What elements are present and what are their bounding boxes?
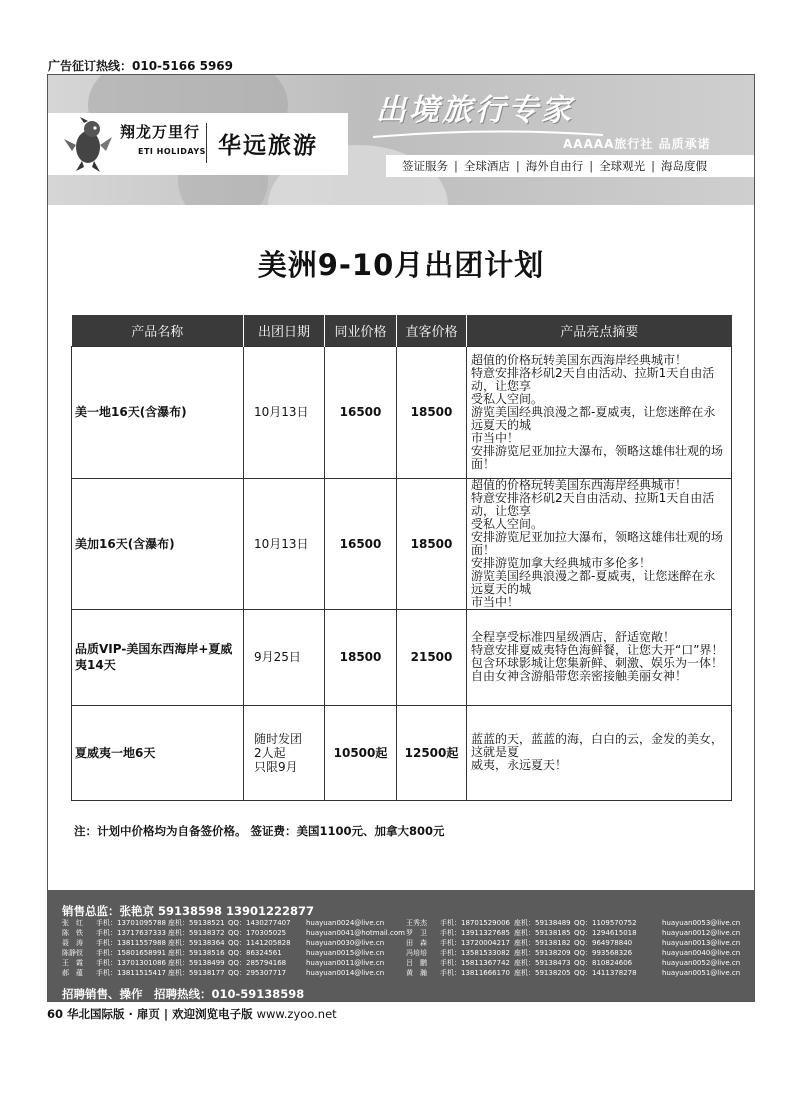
brand-logo-box [48,113,348,175]
brand-en: ETI HOLIDAYS [138,147,206,156]
ad-hotline: 广告征订热线：010-5166 5969 [48,59,234,73]
peer-price: 16500 [325,346,397,478]
menu-hotel[interactable]: 全球酒店 [463,159,510,173]
menu-island[interactable]: 海岛度假 [661,159,707,173]
list-item: 张 红 手机：13701095788 座机：59138521 QQ：1430277407 huayuan0024@live.cn 王秀杰 手机：18701529006 座机：59138489 QQ：1109570752 huayuan0053@live.cn [62,919,741,927]
highlights: 蓝蓝的天，蓝蓝的海，白白的云，金发的美女，这就是夏 威夷，永远夏天！ [467,705,732,800]
th-product: 产品名称 [72,315,244,346]
peer-price: 16500 [325,478,397,609]
dragon-mascot-icon [62,117,114,173]
peer-price: 10500起 [325,705,397,800]
menu-visa[interactable]: 签证服务 [402,159,448,173]
th-direct-price: 直客价格 [397,315,467,346]
page-title: 美洲9-10月出团计划 [257,248,545,282]
th-date: 出团日期 [244,315,325,346]
table-row [72,609,732,705]
menu-sightseeing[interactable]: 全球观光 [599,159,646,173]
depart-date: 10月13日 [244,346,325,478]
slogan: 出境旅行专家 [376,93,574,128]
product-name: 夏威夷一地6天 [72,705,244,800]
header-banner [48,75,754,205]
depart-date: 随时发团 2人起 只限9月 [244,705,325,800]
page-frame [47,74,755,1002]
highlights: 全程享受标准四星级酒店，舒适宽敞！ 特意安排夏威夷特色海鲜餐，让您大开“口”界！ 包含环球影城让您集新鲜、刺激、娱乐为一体！ 自由女神含游船带您亲密接触美丽女神！ [467,609,732,705]
table-header [72,315,732,346]
page-footer [47,1006,337,1022]
th-peer-price: 同业价格 [325,315,397,346]
hiring-hotline: 招聘销售、操作 招聘热线：010-59138598 [62,987,305,1001]
direct-price: 12500起 [397,705,467,800]
list-item: 郝 蕴 手机：13811515417 座机：59138177 QQ：295307717 huayuan0014@live.cn 黄 瀚 手机：13811666170 座机：59138205 QQ：1411378278 huayuan0051@live.cn [62,969,741,977]
highlights: 超值的价格玩转美国东西海岸经典城市！ 特意安排洛杉矶2天自由活动、拉斯1天自由活动，让您享 受私人空间。 安排游览尼亚加拉大瀑布，领略这雄伟壮观的场面！ 安排游览加拿大经典城市多伦多！ 游览美国经典浪漫之都-夏威夷，让您迷醉在永远夏天的城 市当中！ [467,478,732,609]
table-row [72,346,732,478]
menu-free-travel[interactable]: 海外自由行 [525,159,584,173]
product-name: 美加16天(含瀑布) [72,478,244,609]
service-menu: 签证服务 | 全球酒店 | 海外自由行 | 全球观光 | 海岛度假 [386,155,754,177]
brand-huayuan: 华远旅游 [218,133,318,159]
depart-date: 10月13日 [244,478,325,609]
list-item: 聂 涛 手机：13811557988 座机：59138364 QQ：1141205828 huayuan0030@live.cn 田 森 手机：13720004217 座机：59138182 QQ：964978840 huayuan0013@live.cn [62,939,741,947]
product-name: 品质VIP-美国东西海岸+夏威夷14天 [72,609,244,705]
product-name: 美一地16天(含瀑布) [72,346,244,478]
direct-price: 21500 [397,609,467,705]
tagline: AAAAA旅行社 品质承诺 [563,137,711,151]
sales-director: 销售总监：张艳京 59138598 13901222877 [62,904,315,918]
list-item: 陈静钗 手机：15801658991 座机：59138516 QQ：86324561 huayuan0015@live.cn 冯培培 手机：13581533082 座机：59138209 QQ：993568326 huayuan0040@live.cn [62,949,741,957]
staff-contacts [62,918,752,978]
depart-date: 9月25日 [244,609,325,705]
sales-footer [48,890,754,1002]
page-footer-label: 60 华北国际版 · 扉页 | 欢迎浏览电子版 [47,1007,257,1021]
price-note: 注：计划中价格均为自备签价格。 签证费：美国1100元、加拿大800元 [74,824,445,838]
table-row [72,705,732,800]
direct-price: 18500 [397,478,467,609]
peer-price: 18500 [325,609,397,705]
th-highlights: 产品亮点摘要 [467,315,732,346]
list-item: 王 霞 手机：13701301086 座机：59138499 QQ：285794168 huayuan0011@live.cn 吕 鹏 手机：15811367742 座机：59138473 QQ：810824606 huayuan0052@live.cn [62,959,741,967]
brand-cn: 翔龙万里行 [120,123,201,141]
list-item: 陈 铁 手机：13717637333 座机：59138372 QQ：170305025 huayuan0041@hotmail.com 罗 卫 手机：13911327685 座机：59138185 QQ：1294615018 huayuan0012@live.cn [62,929,741,937]
site-url-link[interactable]: www.zyoo.net [256,1007,337,1021]
tour-table [71,315,732,801]
direct-price: 18500 [397,346,467,478]
highlights: 超值的价格玩转美国东西海岸经典城市！ 特意安排洛杉矶2天自由活动、拉斯1天自由活动，让您享 受私人空间。 游览美国经典浪漫之都-夏威夷，让您迷醉在永远夏天的城 市当中！ 安排游览尼亚加拉大瀑布，领略这雄伟壮观的场面！ [467,346,732,478]
table-row [72,478,732,609]
